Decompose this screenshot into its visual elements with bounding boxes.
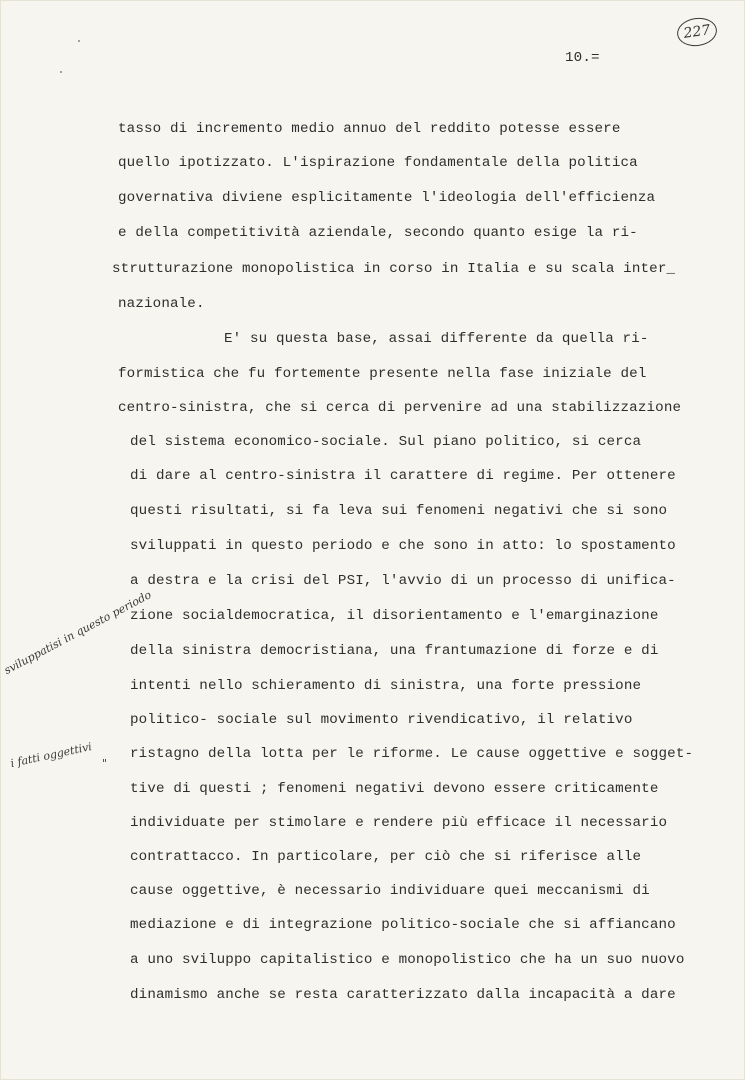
text-line: individuate per stimolare e rendere più efficace il necessario <box>130 815 668 831</box>
text-line: sviluppati in questo periodo e che sono in atto: lo spostamento <box>130 538 676 554</box>
text-line: del sistema economico-sociale. Sul piano politico, si cerca <box>130 434 642 450</box>
text-line: di dare al centro-sinistra il carattere di regime. Per ottenere <box>130 468 676 484</box>
text-line: tasso di incremento medio annuo del reddito potesse essere <box>118 121 621 137</box>
text-line: intenti nello schieramento di sinistra, una forte pressione <box>130 678 642 694</box>
text-line: a destra e la crisi del PSI, l'avvio di un processo di unifica- <box>130 573 676 589</box>
text-line: questi risultati, si fa leva sui fenomeni negativi che si sono <box>130 503 668 519</box>
text-line: centro-sinistra, che si cerca di pervenire ad una stabilizzazione <box>118 400 682 416</box>
text-line: a uno sviluppo capitalistico e monopolistico che ha un suo nuovo <box>130 952 685 968</box>
handwritten-margin-note: i fatti oggettivi <box>9 740 94 770</box>
archive-number-stamp: 227 <box>675 15 719 48</box>
handwritten-margin-note: sviluppatisi in questo periodo <box>1 588 154 677</box>
text-line: contrattacco. In particolare, per ciò che si riferisce alle <box>130 849 642 865</box>
text-line: tive di questi ; fenomeni negativi devono essere criticamente <box>130 781 659 797</box>
text-line: della sinistra democristiana, una frantumazione di forze e di <box>130 643 659 659</box>
text-line: dinamismo anche se resta caratterizzato dalla incapacità a dare <box>130 987 676 1003</box>
text-line: nazionale. <box>118 296 205 312</box>
text-line: politico- sociale sul movimento rivendicativo, il relativo <box>130 712 633 728</box>
text-line: formistica che fu fortemente presente nella fase iniziale del <box>118 366 647 382</box>
text-line: cause oggettive, è necessario individuare quei meccanismi di <box>130 883 650 899</box>
paper-speck <box>60 71 62 73</box>
handwritten-ditto-mark: " <box>102 757 108 770</box>
text-line: zione socialdemocratica, il disorientamento e l'emarginazione <box>130 608 659 624</box>
text-line: quello ipotizzato. L'ispirazione fondamentale della politica <box>118 155 638 171</box>
text-line: mediazione e di integrazione politico-sociale che si affiancano <box>130 917 676 933</box>
page-number: 10.= <box>565 50 600 66</box>
text-line: ristagno della lotta per le riforme. Le cause oggettive e sogget- <box>130 746 694 762</box>
text-line: governativa diviene esplicitamente l'ideologia dell'efficienza <box>118 190 656 206</box>
text-line: E' su questa base, assai differente da quella ri- <box>224 331 649 347</box>
text-line: e della competitività aziendale, secondo quanto esige la ri- <box>118 225 638 241</box>
paper-speck <box>78 40 80 42</box>
text-line: strutturazione monopolistica in corso in Italia e su scala inter_ <box>112 261 676 277</box>
